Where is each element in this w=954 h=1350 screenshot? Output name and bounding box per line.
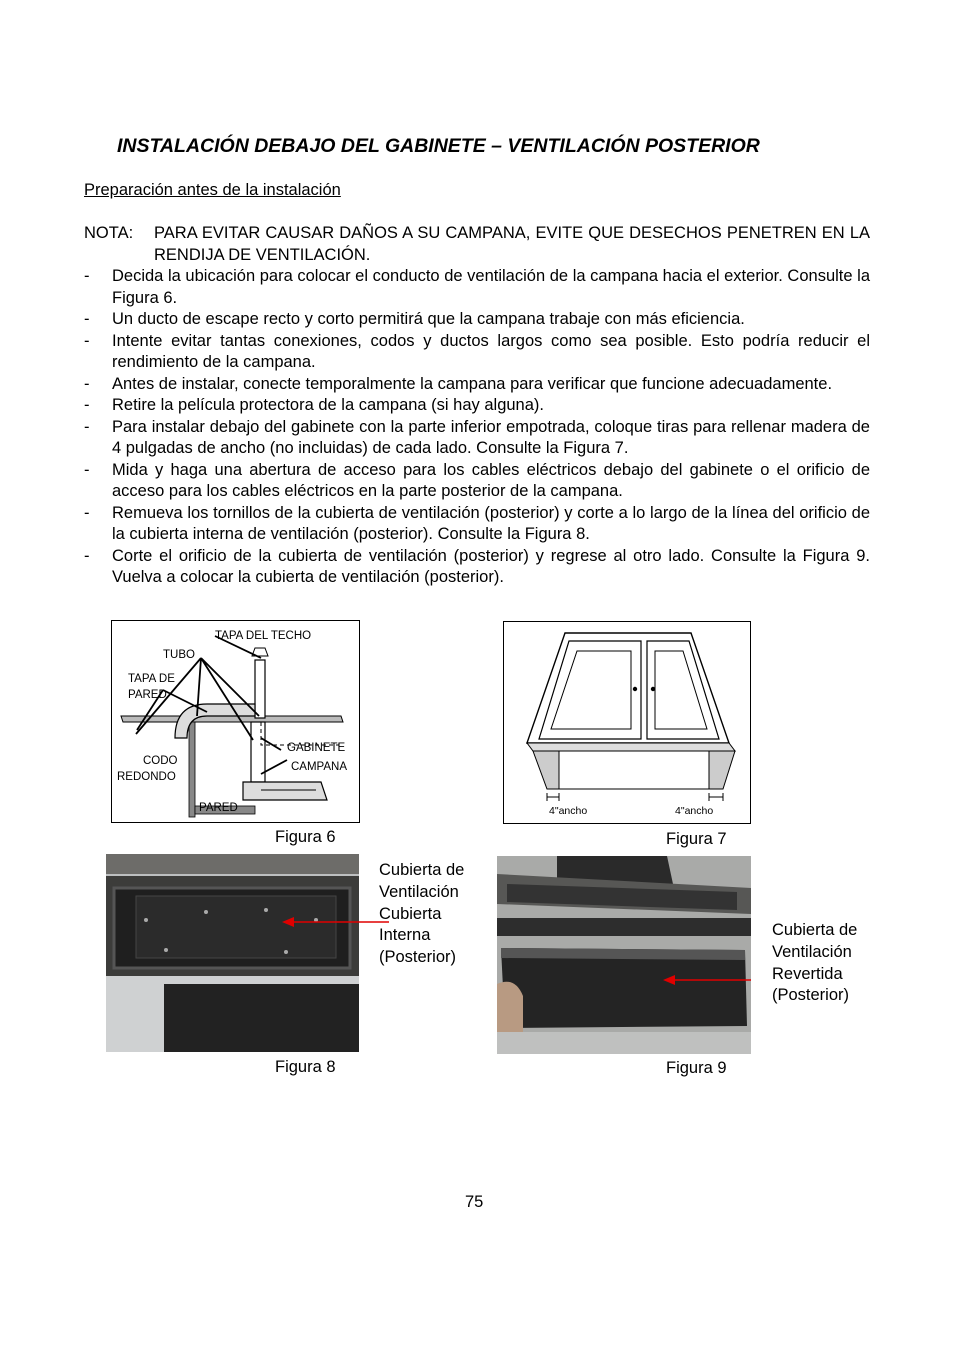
figure-6-venting-diagram <box>111 620 360 823</box>
fig6-label-wall: PARED <box>199 802 238 814</box>
fig6-label-elbow-2: REDONDO <box>117 771 176 783</box>
figure-8-photo <box>106 854 359 1052</box>
fig7-label-width-right: 4"ancho <box>675 805 714 817</box>
note-text: PARA EVITAR CAUSAR DAÑOS A SU CAMPANA, EVITE QUE DESECHOS PENETREN EN LA RENDIJA DE VENTILACIÓN. <box>154 224 870 264</box>
figure-7-cabinet-diagram <box>503 621 751 824</box>
bullet-list <box>84 266 870 589</box>
section-subtitle: Preparación antes de la instalación <box>84 181 341 199</box>
list-item: - Decida la ubicación para colocar el conducto de ventilación de la campana hacia el exterior. Consulte la Figura 6. <box>84 267 870 307</box>
fig6-label-hood: CAMPANA <box>291 761 348 773</box>
page-number: 75 <box>465 1193 484 1211</box>
figure-8-callout-connector <box>359 914 389 924</box>
figure-8-caption: Figura 8 <box>275 1058 336 1076</box>
note-label: NOTA: <box>84 224 134 242</box>
list-item: - Corte el orificio de la cubierta de ventilación (posterior) y regrese al otro lado. Consulte la Figura 9. Vuelva a colocar la cubierta de ventilación (posterior). <box>84 546 870 586</box>
page-title: INSTALACIÓN DEBAJO DEL GABINETE – VENTILACIÓN POSTERIOR <box>117 135 760 157</box>
fig6-label-elbow-1: CODO <box>143 755 178 767</box>
figure-9-photo <box>497 856 751 1054</box>
list-item: - Antes de instalar, conecte temporalmente la campana para verificar que funcione adecuadamente. <box>84 374 833 393</box>
note <box>84 223 870 266</box>
instructions <box>84 223 870 589</box>
fig6-label-wall-cap-1: TAPA DE <box>128 673 175 685</box>
list-item: - Mida y haga una abertura de acceso para los cables eléctricos debajo del gabinete o el orificio de acceso para los cables eléctricos en la parte posterior de la campana. <box>84 460 870 500</box>
figure-9-callout: Cubierta de Ventilación Revertida (Posterior) <box>772 921 858 1005</box>
fig6-label-pipe: TUBO <box>163 649 195 661</box>
fig7-label-width-left: 4"ancho <box>549 805 588 817</box>
list-item: - Intente evitar tantas conexiones, codos y ductos largos como sea posible. Esto podría reducir el rendimiento de la campana. <box>84 331 870 371</box>
fig6-label-roof-cap: TAPA DEL TECHO <box>215 630 312 642</box>
fig6-label-cabinet: GABINETE <box>287 742 346 754</box>
figure-6-caption: Figura 6 <box>275 828 336 846</box>
list-item: - Un ducto de escape recto y corto permitirá que la campana trabaje con más eficiencia. <box>84 310 745 328</box>
list-item: - Para instalar debajo del gabinete con la parte inferior empotrada, coloque tiras para rellenar madera de 4 pulgadas de ancho (no incluidas) de cada lado. Consulte la Figura 7. <box>84 417 870 457</box>
fig6-label-wall-cap-2: PARED <box>128 689 167 701</box>
list-item: - Remueva los tornillos de la cubierta de ventilación (posterior) y corte a lo largo de la línea del orificio de la cubierta interna de ventilación (posterior). Consulte la Figura 8. <box>84 503 870 543</box>
figure-7-caption: Figura 7 <box>666 830 727 848</box>
list-item: - Retire la película protectora de la campana (si hay alguna). <box>84 396 544 414</box>
figure-8-callout: Cubierta de Ventilación Cubierta Interna (Posterior) <box>379 861 465 967</box>
figure-9-caption: Figura 9 <box>666 1059 727 1077</box>
